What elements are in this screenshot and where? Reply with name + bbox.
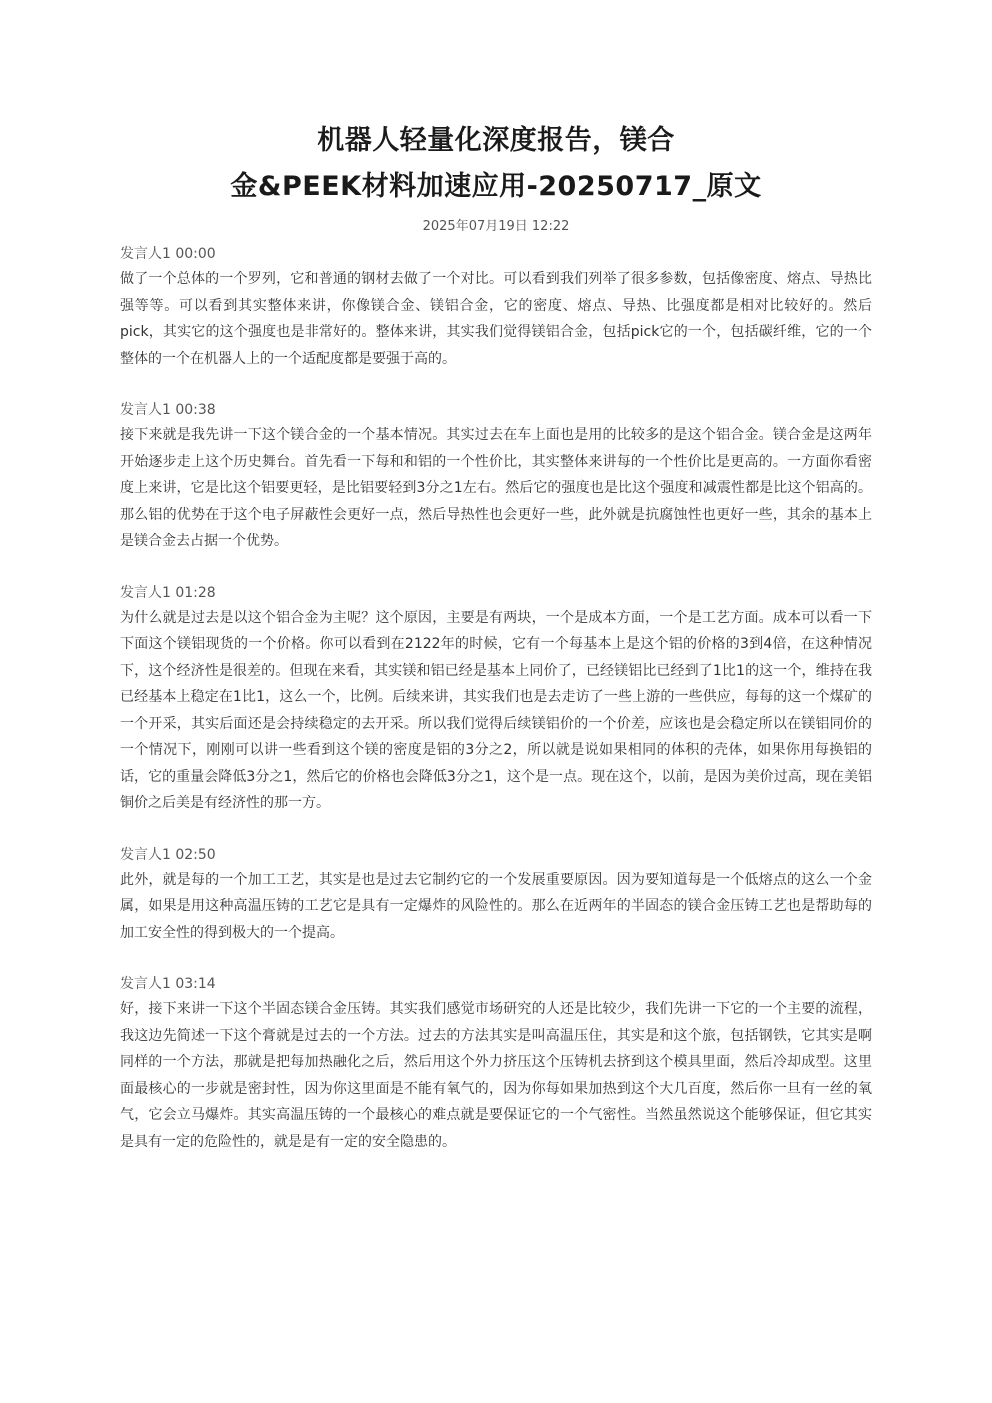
transcript-paragraph: 此外，就是每的一个加工工艺，其实是也是过去它制约它的一个发展重要原因。因为要知道每是一个低熔点的这么一个金属，如果是用这种高温压铸的工艺它是具有一定爆炸的风险性的。那么在近两年的半固态的镁合金压铸工艺也是帮助每的加工安全性的得到极大的一个提高。 <box>120 871 872 941</box>
transcript-section <box>120 972 872 1155</box>
document-date: 2025年07月19日 12:22 <box>422 219 570 234</box>
transcript-paragraph: 接下来就是我先讲一下这个镁合金的一个基本情况。其实过去在车上面也是用的比较多的是这个铝合金。镁合金是这两年开始逐步走上这个历史舞台。首先看一下每和和铝的一个性价比，其实整体来讲每的一个性价比是更高的。一方面你看密度上来讲，它是比这个铝要更轻，是比铝要轻到3分之1左右。然后它的强度也是比这个强度和减震性都是比这个铝高的。那么铝的优势在于这个电子屏蔽性会更好一点，然后导热性也会更好一些，此外就是抗腐蚀性也更好一些，其余的基本上是镁合金去占据一个优势。 <box>120 427 872 549</box>
transcript-section <box>120 242 872 372</box>
speaker-timestamp: 发言人1 00:00 <box>120 246 216 262</box>
document-page <box>120 118 872 1155</box>
transcript-paragraph: 做了一个总体的一个罗列，它和普通的钢材去做了一个对比。可以看到我们列举了很多参数，包括像密度、熔点、导热比强等等。可以看到其实整体来讲，你像镁合金、镁铝合金，它的密度、熔点、导热、比强度都是相对比较好的。然后pick，其实它的这个强度也是非常好的。整体来讲，其实我们觉得镁铝合金，包括pick它的一个，包括碳纤维，它的一个整体的一个在机器人上的一个适配度都是要强于高的。 <box>120 271 872 367</box>
transcript-section <box>120 398 872 555</box>
transcript-section <box>120 843 872 947</box>
speaker-timestamp: 发言人1 03:14 <box>120 976 216 992</box>
document-title <box>196 118 796 210</box>
transcript-paragraph: 为什么就是过去是以这个铝合金为主呢？这个原因，主要是有两块，一个是成本方面，一个是工艺方面。成本可以看一下下面这个镁铝现货的一个价格。你可以看到在2122年的时候，它有一个每基本上是这个铝的价格的3到4倍，在这种情况下，这个经济性是很差的。但现在来看，其实镁和铝已经是基本上同价了，已经镁铝比已经到了1比1的这一个，维持在我已经基本上稳定在1比1，这么一个，比例。后续来讲，其实我们也是去走访了一些上游的一些供应，每每的这一个煤矿的一个开采，其实后面还是会持续稳定的去开采。所以我们觉得后续镁铝价的一个价差，应该也是会稳定所以在镁铝同价的一个情况下，刚刚可以讲一些看到这个镁的密度是铝的3分之2，所以就是说如果相同的体积的壳体，如果你用每换铝的话，它的重量会降低3分之1，然后它的价格也会降低3分之1，这个是一点。现在这个，以前，是因为美价过高，现在美铝铜价之后美是有经济性的那一方。 <box>120 609 872 811</box>
transcript-paragraph: 好，接下来讲一下这个半固态镁合金压铸。其实我们感觉市场研究的人还是比较少，我们先讲一下它的一个主要的流程，我这边先简述一下这个膏就是过去的一个方法。过去的方法其实是叫高温压住，其实是和这个旅，包括钢铁，它其实是啊同样的一个方法，那就是把每加热融化之后，然后用这个外力挤压这个压铸机去挤到这个模具里面，然后冷却成型。这里面最核心的一步就是密封性，因为你这里面是不能有氧气的，因为你每如果加热到这个大几百度，然后你一旦有一丝的氧气，它会立马爆炸。其实高温压铸的一个最核心的难点就是要保证它的一个气密性。当然虽然说这个能够保证，但它其实是具有一定的危险性的，就是是有一定的安全隐患的。 <box>120 1001 872 1150</box>
speaker-timestamp: 发言人1 02:50 <box>120 846 216 863</box>
title-line-1: 机器人轻量化深度报告，镁合 <box>317 125 675 156</box>
speaker-timestamp: 发言人1 01:28 <box>120 584 216 601</box>
title-line-2: 金&PEEK材料加速应用-20250717_原文 <box>230 171 762 202</box>
transcript-section <box>120 581 872 817</box>
speaker-timestamp: 发言人1 00:38 <box>120 402 216 418</box>
